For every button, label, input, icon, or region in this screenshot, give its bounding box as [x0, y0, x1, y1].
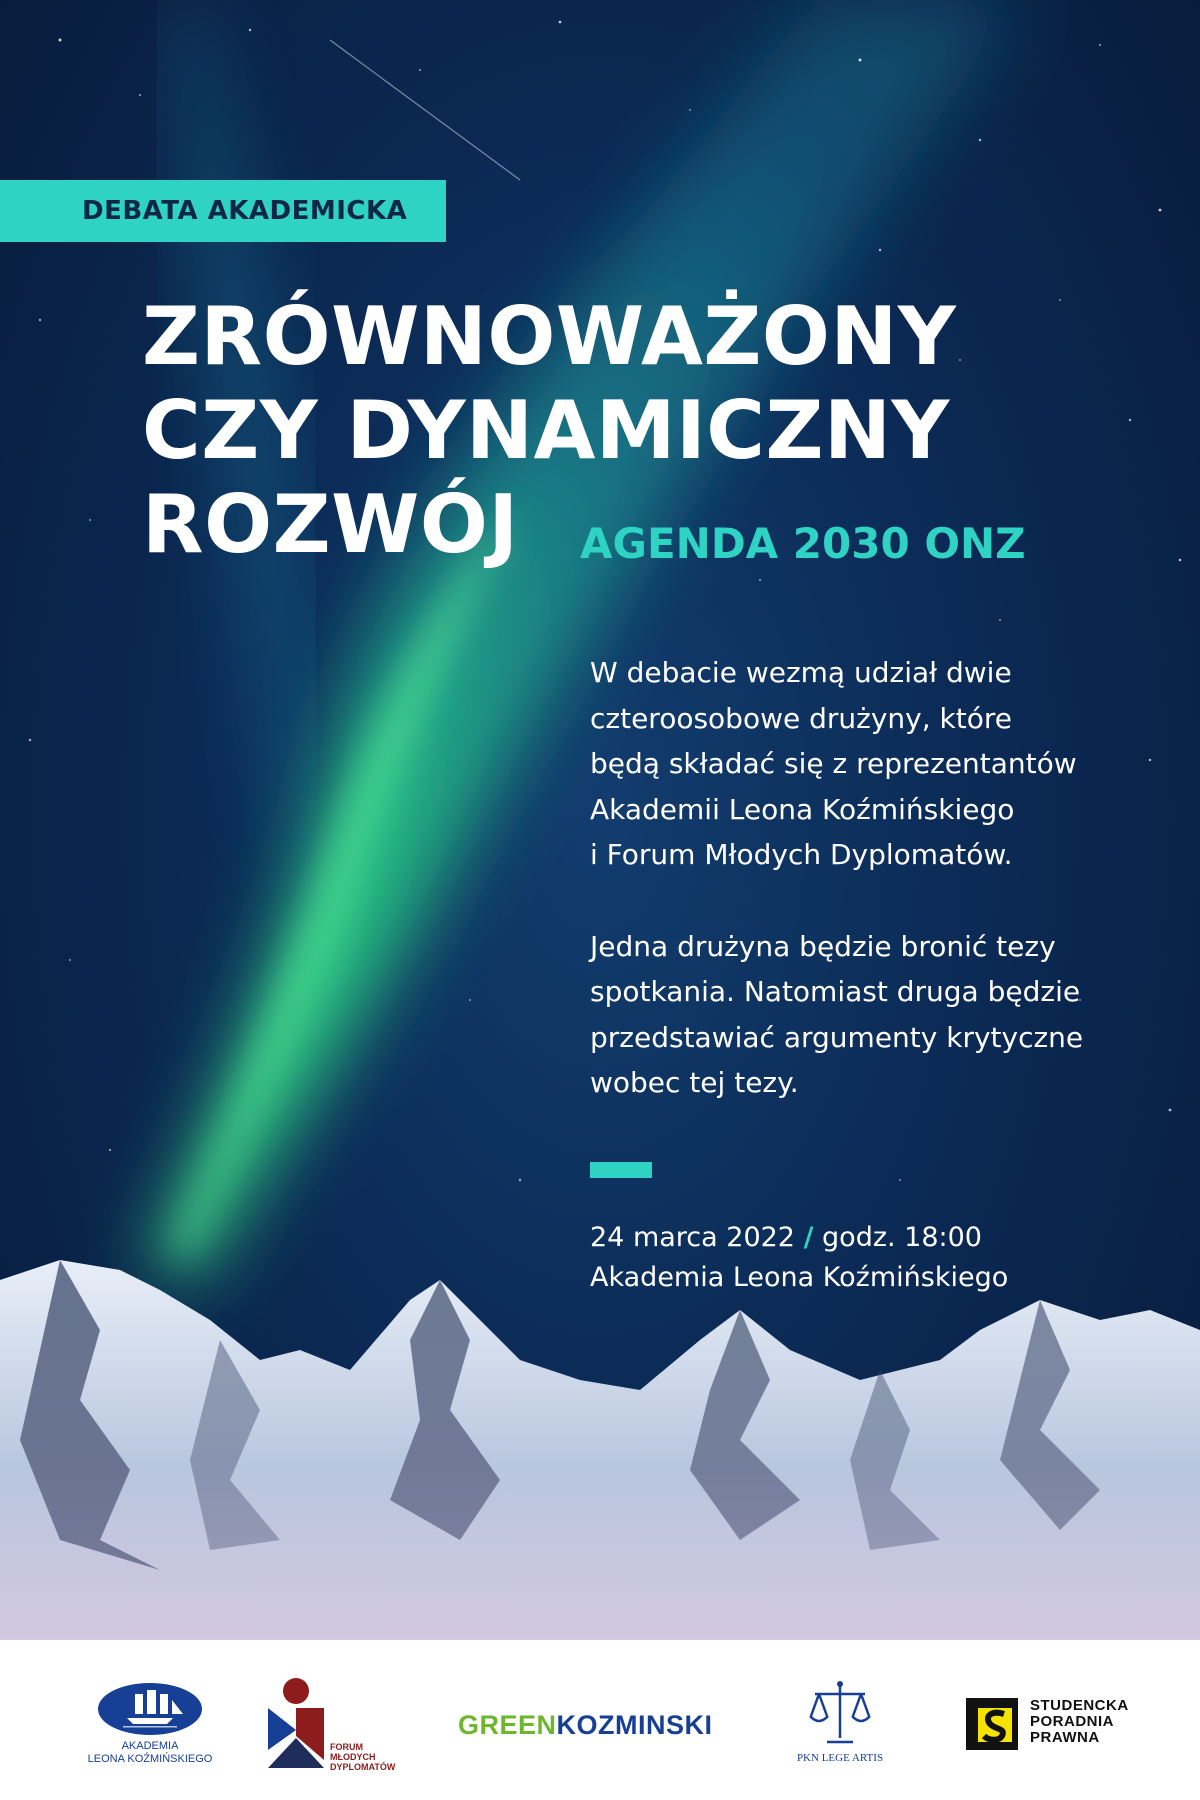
description-line: wobec tej tezy. [590, 1066, 799, 1099]
description [590, 650, 1110, 1152]
event-separator: / [803, 1222, 814, 1253]
studencka-poradnia-prawna-logo [966, 1698, 1146, 1758]
event-date: 24 marca 2022 [590, 1222, 795, 1253]
title-line-3: ROZWÓJ [142, 478, 519, 571]
alk-logo-line-2: LEONA KOŹMIŃSKIEGO [87, 1753, 213, 1765]
alk-logo [80, 1682, 220, 1766]
green-logo-part-1: GREEN [458, 1710, 557, 1740]
accent-divider [590, 1162, 652, 1178]
partner-logos-footer [0, 1640, 1200, 1800]
spp-logo-line-2: PORADNIA [1030, 1713, 1115, 1730]
description-line: przedstawiać argumenty krytyczne [590, 1020, 1084, 1054]
scales-of-justice-icon [805, 1678, 875, 1748]
description-line: i Forum Młodych Dyplomatów. [590, 838, 1013, 871]
event-datetime [590, 1218, 1008, 1258]
alk-logo-line-1: AKADEMIA [121, 1740, 179, 1752]
title-line-1: ZRÓWNOWAŻONY [142, 290, 957, 383]
category-tag-label: DEBATA AKADEMICKA [82, 196, 408, 226]
subtitle: AGENDA 2030 ONZ [580, 519, 1026, 568]
spp-logo-line-3: PRAWNA [1030, 1729, 1100, 1746]
description-line: Jedna drużyna będzie bronić tezy [590, 929, 1056, 963]
description-line: W debacie wezmą udział dwie [590, 656, 1012, 689]
description-line: będą składać się z reprezentantów [590, 747, 1077, 780]
spp-logo-line-1: STUDENCKA [1030, 1697, 1129, 1714]
event-venue: Akademia Leona Koźmińskiego [590, 1262, 1009, 1293]
pkn-lege-artis-logo [790, 1678, 890, 1764]
green-logo-part-2: KOZMINSKI [556, 1710, 713, 1740]
spp-emblem-icon [966, 1698, 1018, 1750]
green-kozminski-logo [458, 1710, 713, 1741]
title-line-2: CZY DYNAMICZNY [142, 384, 950, 477]
snowy-mountains [0, 1240, 1200, 1640]
fmd-logo-line-2: MŁODYCH [330, 1752, 376, 1762]
description-line: czteroosobowe drużyny, które [590, 701, 1012, 735]
sailing-ship-icon [97, 1682, 203, 1736]
event-details [590, 1218, 1008, 1298]
description-line: spotkania. Natomiast druga będzie [590, 975, 1081, 1008]
description-paragraph-1 [590, 650, 1110, 878]
description-line: Akademii Leona Koźmińskiego [590, 792, 1015, 826]
fmd-logo-line-3: DYPLOMATÓW [330, 1762, 396, 1772]
event-time: godz. 18:00 [822, 1222, 982, 1253]
description-paragraph-2 [590, 924, 1110, 1106]
fmd-emblem-icon [266, 1678, 326, 1768]
category-tag [0, 180, 446, 242]
fmd-logo [266, 1678, 416, 1772]
pkn-logo-label: PKN LEGE ARTIS [796, 1752, 884, 1764]
fmd-logo-line-1: FORUM [330, 1742, 363, 1752]
